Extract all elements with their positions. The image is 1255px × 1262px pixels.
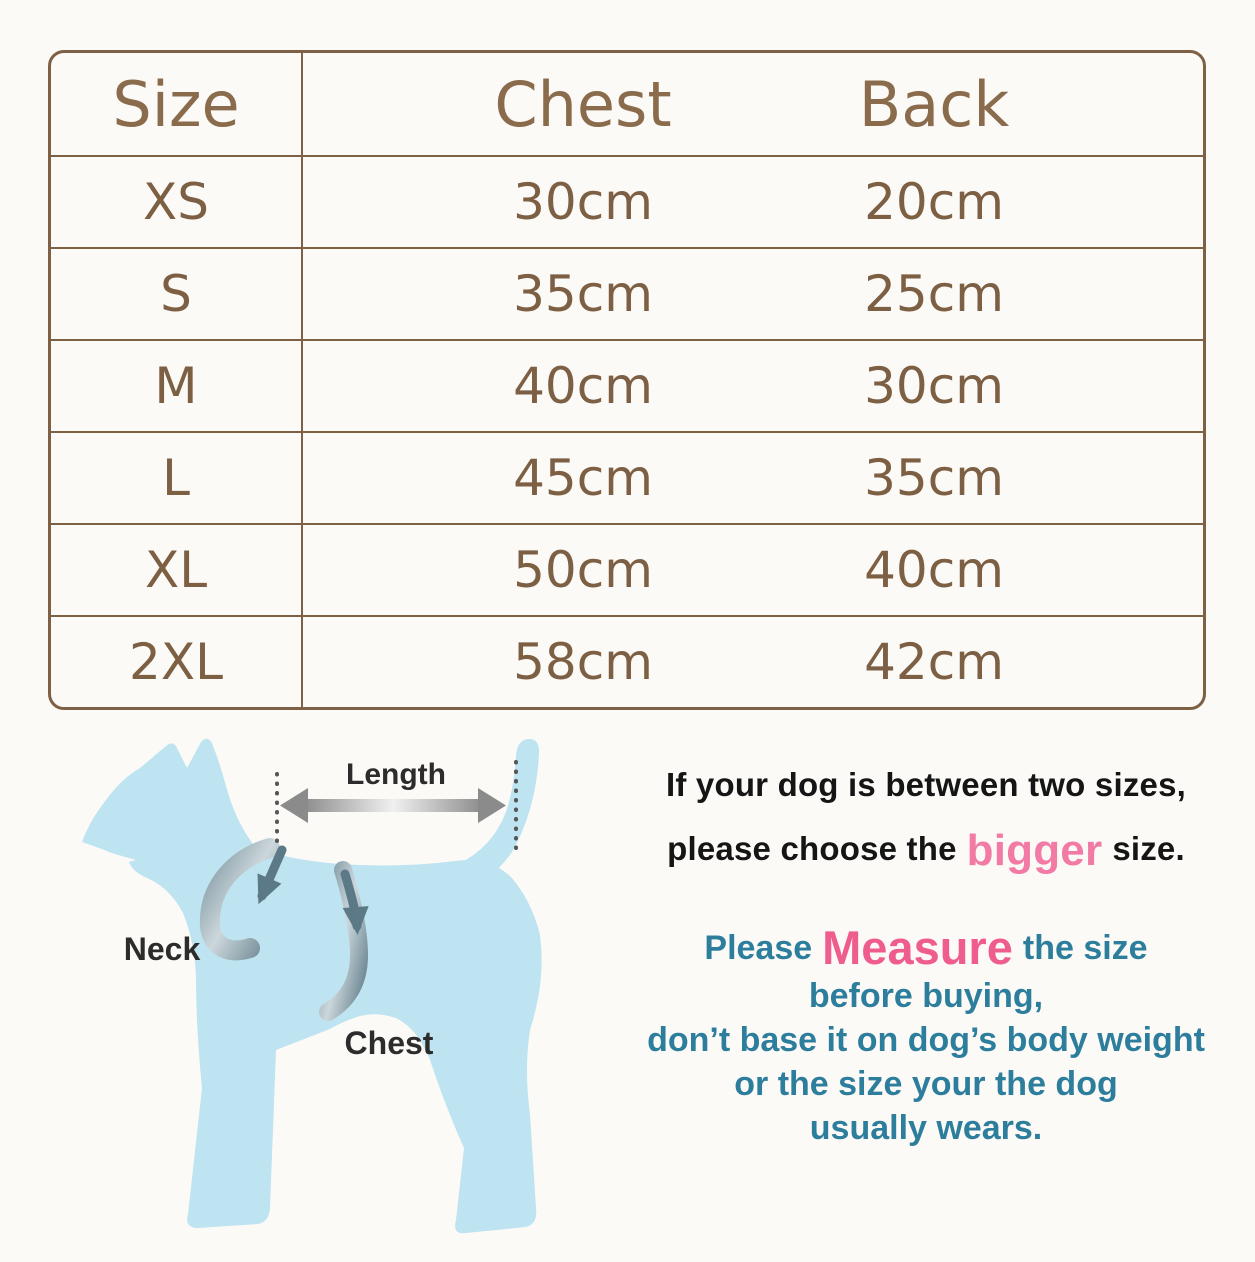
column-header-back: Back bbox=[858, 67, 1010, 141]
back-cell: 42cm bbox=[864, 633, 1004, 691]
chest-label: Chest bbox=[344, 1025, 434, 1061]
size-cell: 2XL bbox=[51, 617, 303, 707]
usual-size-line: or the size your the dog bbox=[734, 1065, 1118, 1103]
sizing-advice bbox=[612, 766, 1240, 1150]
length-arrow-right-head bbox=[478, 788, 506, 823]
length-arrow-shaft bbox=[304, 799, 482, 812]
size-cell: M bbox=[51, 341, 303, 431]
table-row bbox=[51, 247, 1203, 339]
table-header-row bbox=[51, 53, 1203, 155]
size-cell: XL bbox=[51, 525, 303, 615]
size-cell: L bbox=[51, 433, 303, 523]
table-row bbox=[51, 523, 1203, 615]
chest-cell: 45cm bbox=[513, 449, 653, 507]
dog-tail bbox=[457, 739, 539, 888]
column-header-size: Size bbox=[51, 53, 303, 155]
back-cell: 30cm bbox=[864, 357, 1004, 415]
back-cell: 40cm bbox=[864, 541, 1004, 599]
back-cell: 35cm bbox=[864, 449, 1004, 507]
chest-cell: 58cm bbox=[513, 633, 653, 691]
choose-bigger-line: please choose the bigger size. bbox=[667, 826, 1185, 875]
table-row bbox=[51, 339, 1203, 431]
dog-silhouette bbox=[82, 739, 542, 1234]
neck-label: Neck bbox=[123, 931, 201, 967]
size-cell: S bbox=[51, 249, 303, 339]
size-table bbox=[48, 50, 1206, 710]
size-cell: XS bbox=[51, 157, 303, 247]
length-label: Length bbox=[346, 758, 446, 791]
column-header-chest: Chest bbox=[494, 67, 672, 141]
table-row bbox=[51, 615, 1203, 707]
bigger-highlight: bigger bbox=[966, 826, 1103, 875]
measure-advice bbox=[612, 921, 1240, 1150]
measure-highlight: Measure bbox=[822, 921, 1013, 974]
body-weight-line: don’t base it on dog’s body weight bbox=[647, 1021, 1205, 1059]
length-arrow-left-head bbox=[280, 788, 308, 823]
dog-measurement-diagram bbox=[40, 728, 640, 1262]
between-sizes-line: If your dog is between two sizes, bbox=[665, 766, 1187, 803]
before-buying-line: before buying, bbox=[808, 977, 1044, 1015]
chest-cell: 50cm bbox=[513, 541, 653, 599]
chest-cell: 40cm bbox=[513, 357, 653, 415]
table-row bbox=[51, 431, 1203, 523]
back-cell: 20cm bbox=[864, 173, 1004, 231]
back-cell: 25cm bbox=[864, 265, 1004, 323]
chest-cell: 35cm bbox=[513, 265, 653, 323]
usually-wears-line: usually wears. bbox=[809, 1109, 1043, 1147]
table-row bbox=[51, 155, 1203, 247]
measure-line: Please Measure the size bbox=[704, 921, 1148, 974]
chest-cell: 30cm bbox=[513, 173, 653, 231]
